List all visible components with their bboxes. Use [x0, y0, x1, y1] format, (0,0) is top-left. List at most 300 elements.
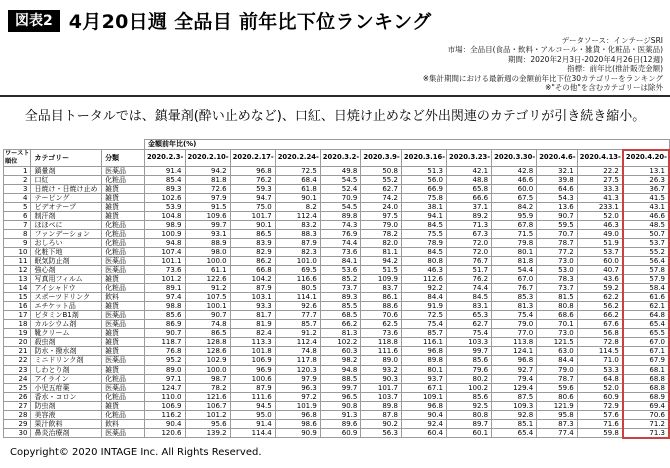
value-cell: 67.6 — [577, 320, 623, 329]
rank-cell: 17 — [4, 311, 31, 320]
value-cell: 85.3 — [492, 293, 537, 302]
value-cell: 87.9 — [230, 383, 275, 392]
value-cell: 65.4 — [492, 428, 537, 438]
class-cell: 雑貨 — [102, 275, 145, 284]
table-row — [4, 428, 670, 438]
category-cell: 写真用フィルム — [31, 275, 102, 284]
value-cell: 43.6 — [577, 275, 623, 284]
value-cell: 55.2 — [361, 175, 402, 184]
value-cell: 113.3 — [230, 338, 275, 347]
value-cell: 118.8 — [361, 338, 402, 347]
value-cell: 68.8 — [623, 383, 669, 392]
copyright-text: Copyright© 2020 INTAGE Inc. All Rights Reserved. — [10, 447, 262, 458]
value-cell: 39.8 — [537, 175, 578, 184]
value-cell: 73.0 — [537, 329, 578, 338]
value-cell: 79.6 — [447, 365, 492, 374]
category-cell: テーピング — [31, 193, 102, 202]
category-cell: アイシャドウ — [31, 284, 102, 293]
class-cell: 雑貨 — [102, 347, 145, 356]
value-cell: 71.3 — [623, 428, 669, 438]
value-cell: 122.6 — [185, 275, 230, 284]
value-cell: 100.9 — [144, 229, 185, 238]
value-cell: 98.6 — [275, 419, 320, 428]
table-row — [4, 202, 670, 211]
value-cell: 82.4 — [230, 329, 275, 338]
value-cell: 97.1 — [144, 374, 185, 383]
value-cell: 91.9 — [401, 302, 446, 311]
value-cell: 61.8 — [275, 184, 320, 193]
value-cell: 83.9 — [230, 238, 275, 247]
value-cell: 81.3 — [320, 329, 361, 338]
value-cell: 73.6 — [320, 247, 361, 256]
week-header: 2020.4.20- — [623, 150, 669, 167]
value-cell: 101.7 — [230, 211, 275, 220]
value-cell: 75.4 — [447, 329, 492, 338]
table-row — [4, 193, 670, 202]
value-cell: 68.6 — [537, 311, 578, 320]
table-row — [4, 247, 670, 256]
value-cell: 74.2 — [361, 193, 402, 202]
table-row — [4, 211, 670, 220]
value-cell: 26.3 — [623, 175, 669, 184]
table-row — [4, 374, 670, 383]
value-cell: 65.5 — [623, 329, 669, 338]
value-cell: 94.7 — [230, 193, 275, 202]
value-cell: 53.7 — [577, 247, 623, 256]
value-cell: 97.2 — [275, 392, 320, 401]
value-cell: 90.7 — [537, 211, 578, 220]
class-cell: 化粧品 — [102, 238, 145, 247]
class-cell: 化粧品 — [102, 247, 145, 256]
value-cell: 67.1 — [401, 383, 446, 392]
value-cell: 124.7 — [144, 383, 185, 392]
value-cell: 90.1 — [230, 220, 275, 229]
rank-cell: 18 — [4, 320, 31, 329]
category-cell: 鼻炎治療剤 — [31, 428, 102, 438]
table-row — [4, 365, 670, 374]
value-cell: 61.1 — [185, 266, 230, 275]
value-cell: 64.8 — [577, 374, 623, 383]
value-cell: 54.3 — [537, 193, 578, 202]
class-cell: 雑貨 — [102, 193, 145, 202]
value-cell: 129.4 — [492, 383, 537, 392]
class-cell: 飲料 — [102, 419, 145, 428]
rank-cell: 3 — [4, 184, 31, 193]
value-cell: 96.5 — [320, 392, 361, 401]
category-cell: スポーツドリンク — [31, 293, 102, 302]
value-cell: 67.0 — [623, 338, 669, 347]
rank-cell: 2 — [4, 175, 31, 184]
value-cell: 98.7 — [185, 374, 230, 383]
table-row — [4, 410, 670, 419]
value-cell: 85.7 — [275, 320, 320, 329]
category-column-header: カテゴリー — [31, 150, 102, 167]
meta-line-datasource: データソース：インテージSRI — [561, 36, 663, 45]
value-cell: 78.3 — [537, 275, 578, 284]
table-row — [4, 293, 670, 302]
class-cell: 化粧品 — [102, 392, 145, 401]
page-title: 4月20日週 全品目 前年比下位ランキング — [68, 11, 432, 33]
value-cell: 89.3 — [144, 184, 185, 193]
value-cell: 72.8 — [577, 338, 623, 347]
category-cell: アイライン — [31, 374, 102, 383]
category-cell: 防虫剤 — [31, 401, 102, 410]
table-row — [4, 302, 670, 311]
value-cell: 89.8 — [361, 401, 402, 410]
value-cell: 92.4 — [401, 419, 446, 428]
table-row — [4, 320, 670, 329]
value-cell: 96.3 — [275, 383, 320, 392]
value-cell: 73.6 — [361, 329, 402, 338]
value-cell: 66.8 — [230, 266, 275, 275]
week-header: 2020.2.17- — [230, 150, 275, 167]
value-cell: 79.0 — [361, 220, 402, 229]
value-cell: 111.6 — [361, 347, 402, 356]
value-cell: 73.7 — [537, 284, 578, 293]
value-cell: 81.9 — [230, 320, 275, 329]
summary-text: 全品目トータルでは、鎮暈剤(酔い止めなど)、口紅、日焼け止めなど外出関連のカテゴリが引き続き縮小。 — [24, 109, 646, 124]
value-cell: 128.8 — [185, 338, 230, 347]
value-cell: 68.9 — [623, 392, 669, 401]
value-cell: 91.2 — [185, 284, 230, 293]
value-cell: 52.4 — [320, 184, 361, 193]
rank-column-header — [4, 150, 31, 167]
value-cell: 116.1 — [401, 338, 446, 347]
value-cell: 66.2 — [320, 320, 361, 329]
value-cell: 73.6 — [144, 266, 185, 275]
value-cell: 37.1 — [447, 202, 492, 211]
value-cell: 100.6 — [230, 374, 275, 383]
value-cell: 84.1 — [320, 256, 361, 265]
value-cell: 85.6 — [144, 311, 185, 320]
value-cell: 94.2 — [185, 166, 230, 175]
value-cell: 96.8 — [401, 401, 446, 410]
value-cell: 110.0 — [144, 392, 185, 401]
value-cell: 90.4 — [401, 410, 446, 419]
category-cell: 靴クリーム — [31, 329, 102, 338]
rank-header-line1: ワースト — [5, 150, 30, 157]
value-cell: 89.8 — [401, 356, 446, 365]
value-cell: 8.2 — [275, 202, 320, 211]
value-cell: 74.3 — [320, 220, 361, 229]
category-cell: しわとり剤 — [31, 365, 102, 374]
value-cell: 121.9 — [537, 401, 578, 410]
value-cell: 22.2 — [577, 166, 623, 175]
value-cell: 87.3 — [537, 419, 578, 428]
value-cell: 103.7 — [361, 392, 402, 401]
value-cell: 72.5 — [275, 166, 320, 175]
class-cell: 医薬品 — [102, 320, 145, 329]
value-cell: 121.6 — [185, 392, 230, 401]
value-cell: 62.2 — [577, 293, 623, 302]
value-cell: 76.7 — [447, 256, 492, 265]
category-cell: 眠気防止剤 — [31, 256, 102, 265]
rank-cell: 16 — [4, 302, 31, 311]
value-cell: 82.9 — [230, 247, 275, 256]
value-cell: 82.3 — [275, 247, 320, 256]
value-cell: 76.8 — [144, 347, 185, 356]
category-cell: 果汁飲料 — [31, 419, 102, 428]
value-cell: 87.9 — [230, 284, 275, 293]
value-cell: 94.1 — [401, 211, 446, 220]
rank-cell: 24 — [4, 374, 31, 383]
table-row — [4, 347, 670, 356]
group-header: 金額前年比(%) — [144, 140, 669, 150]
value-cell: 60.1 — [447, 428, 492, 438]
value-cell: 81.3 — [492, 302, 537, 311]
value-cell: 75.8 — [401, 193, 446, 202]
value-cell: 89.8 — [320, 211, 361, 220]
category-cell: ビデオテープ — [31, 202, 102, 211]
value-cell: 90.8 — [320, 401, 361, 410]
value-cell: 87.9 — [275, 238, 320, 247]
value-cell: 78.7 — [537, 238, 578, 247]
table-row — [4, 229, 670, 238]
value-cell: 36.7 — [623, 184, 669, 193]
table-row — [4, 392, 670, 401]
value-cell: 78.7 — [537, 374, 578, 383]
value-cell: 74.4 — [320, 238, 361, 247]
value-cell: 66.6 — [447, 193, 492, 202]
value-cell: 94.2 — [361, 256, 402, 265]
figure-badge: 図表2 — [8, 10, 60, 32]
value-cell: 84.2 — [492, 202, 537, 211]
value-cell: 65.8 — [447, 184, 492, 193]
category-cell: 殺虫剤 — [31, 338, 102, 347]
value-cell: 93.2 — [361, 365, 402, 374]
value-cell: 94.8 — [320, 365, 361, 374]
value-cell: 114.5 — [577, 347, 623, 356]
value-cell: 46.6 — [492, 175, 537, 184]
value-cell: 88.3 — [275, 229, 320, 238]
class-cell: 医薬品 — [102, 383, 145, 392]
value-cell: 87.8 — [361, 410, 402, 419]
value-cell: 89.7 — [447, 419, 492, 428]
table-row — [4, 238, 670, 247]
value-cell: 82.0 — [361, 238, 402, 247]
category-cell: 美容液 — [31, 410, 102, 419]
value-cell: 53.0 — [537, 266, 578, 275]
value-cell: 38.1 — [401, 202, 446, 211]
value-cell: 48.5 — [623, 220, 669, 229]
value-cell: 90.9 — [275, 428, 320, 438]
value-cell: 62.7 — [361, 184, 402, 193]
value-cell: 67.8 — [492, 220, 537, 229]
value-cell: 81.8 — [492, 256, 537, 265]
value-cell: 120.3 — [275, 365, 320, 374]
value-cell: 67.5 — [492, 193, 537, 202]
value-cell: 90.3 — [361, 374, 402, 383]
value-cell: 98.0 — [185, 247, 230, 256]
class-cell: 飲料 — [102, 293, 145, 302]
value-cell: 24.0 — [361, 202, 402, 211]
class-cell: 医薬品 — [102, 166, 145, 175]
table-row — [4, 329, 670, 338]
value-cell: 56.4 — [623, 256, 669, 265]
value-cell: 102.2 — [320, 338, 361, 347]
table-row — [4, 166, 670, 175]
value-cell: 88.5 — [320, 374, 361, 383]
rank-cell: 8 — [4, 229, 31, 238]
value-cell: 78.2 — [361, 229, 402, 238]
value-cell: 93.3 — [230, 302, 275, 311]
table-row — [4, 266, 670, 275]
value-cell: 111.6 — [230, 392, 275, 401]
value-cell: 80.1 — [401, 365, 446, 374]
value-cell: 94.5 — [230, 401, 275, 410]
value-cell: 50.8 — [361, 166, 402, 175]
value-cell: 91.2 — [275, 329, 320, 338]
value-cell: 80.1 — [492, 247, 537, 256]
ranking-table — [3, 139, 670, 439]
value-cell: 63.0 — [537, 347, 578, 356]
value-cell: 80.8 — [537, 302, 578, 311]
value-cell: 60.0 — [577, 256, 623, 265]
value-cell: 57.8 — [623, 266, 669, 275]
value-cell: 56.3 — [361, 428, 402, 438]
value-cell: 79.0 — [537, 365, 578, 374]
value-cell: 92.7 — [492, 365, 537, 374]
value-cell: 99.7 — [447, 347, 492, 356]
value-cell: 74.8 — [185, 320, 230, 329]
class-cell: 化粧品 — [102, 284, 145, 293]
value-cell: 65.4 — [623, 320, 669, 329]
value-cell: 107.4 — [144, 247, 185, 256]
value-cell: 69.4 — [623, 401, 669, 410]
value-cell: 60.9 — [577, 392, 623, 401]
value-cell: 95.8 — [537, 410, 578, 419]
class-cell: 雑貨 — [102, 401, 145, 410]
value-cell: 42.8 — [492, 166, 537, 175]
class-column-header: 分類 — [102, 150, 145, 167]
rank-cell: 14 — [4, 284, 31, 293]
value-cell: 61.6 — [623, 293, 669, 302]
week-header: 2020.3.23- — [447, 150, 492, 167]
value-cell: 67.9 — [623, 356, 669, 365]
value-cell: 99.7 — [320, 383, 361, 392]
value-cell: 97.4 — [144, 293, 185, 302]
category-cell: エチケット品 — [31, 302, 102, 311]
value-cell: 46.6 — [623, 211, 669, 220]
value-cell: 81.5 — [537, 293, 578, 302]
category-cell: 強心剤 — [31, 266, 102, 275]
value-cell: 93.7 — [401, 374, 446, 383]
value-cell: 60.3 — [320, 347, 361, 356]
value-cell: 83.1 — [447, 302, 492, 311]
week-header: 2020.3.30- — [492, 150, 537, 167]
value-cell: 124.1 — [492, 347, 537, 356]
value-cell: 33.3 — [577, 184, 623, 193]
value-cell: 79.8 — [492, 238, 537, 247]
value-cell: 89.2 — [447, 211, 492, 220]
value-cell: 76.7 — [492, 284, 537, 293]
value-cell: 92.8 — [492, 410, 537, 419]
value-cell: 42.1 — [447, 166, 492, 175]
value-cell: 68.1 — [623, 365, 669, 374]
value-cell: 98.9 — [144, 220, 185, 229]
value-cell: 86.1 — [361, 293, 402, 302]
category-cell: 香水・コロン — [31, 392, 102, 401]
divider-line — [0, 95, 670, 97]
value-cell: 62.7 — [447, 320, 492, 329]
meta-line-metric: 指標：前年比(推計販売金額) — [567, 64, 663, 74]
value-cell: 62.5 — [361, 320, 402, 329]
rank-cell: 26 — [4, 392, 31, 401]
value-cell: 100.0 — [185, 365, 230, 374]
class-cell: 化粧品 — [102, 175, 145, 184]
category-cell: ほほべに — [31, 220, 102, 229]
category-cell: カルシウム剤 — [31, 320, 102, 329]
table-row — [4, 311, 670, 320]
value-cell: 97.5 — [361, 211, 402, 220]
value-cell: 90.7 — [144, 329, 185, 338]
value-cell: 91.4 — [144, 166, 185, 175]
value-cell: 75.0 — [230, 202, 275, 211]
week-header: 2020.4.6- — [537, 150, 578, 167]
value-cell: 109.1 — [401, 392, 446, 401]
value-cell: 104.2 — [230, 275, 275, 284]
value-cell: 91.4 — [230, 419, 275, 428]
value-cell: 85.7 — [401, 329, 446, 338]
value-cell: 113.8 — [492, 338, 537, 347]
value-cell: 72.6 — [185, 184, 230, 193]
value-cell: 101.7 — [361, 383, 402, 392]
value-cell: 71.2 — [623, 419, 669, 428]
value-cell: 73.7 — [320, 284, 361, 293]
category-cell: 制汗剤 — [31, 211, 102, 220]
value-cell: 103.1 — [230, 293, 275, 302]
rank-cell: 21 — [4, 347, 31, 356]
value-cell: 118.7 — [144, 338, 185, 347]
value-cell: 81.8 — [185, 175, 230, 184]
value-cell: 50.7 — [623, 229, 669, 238]
value-cell: 83.7 — [361, 284, 402, 293]
value-cell: 64.6 — [537, 184, 578, 193]
value-cell: 57.6 — [577, 410, 623, 419]
value-cell: 81.7 — [230, 311, 275, 320]
value-cell: 97.9 — [275, 374, 320, 383]
value-cell: 100.0 — [185, 256, 230, 265]
value-cell: 85.5 — [320, 302, 361, 311]
value-cell: 53.9 — [144, 202, 185, 211]
value-cell: 116.2 — [144, 410, 185, 419]
value-cell: 70.7 — [537, 229, 578, 238]
table-row — [4, 419, 670, 428]
value-cell: 53.3 — [577, 365, 623, 374]
value-cell: 56.8 — [577, 329, 623, 338]
class-cell: 雑貨 — [102, 184, 145, 193]
table-row — [4, 175, 670, 184]
value-cell: 40.7 — [577, 266, 623, 275]
class-cell: 医薬品 — [102, 266, 145, 275]
value-cell: 54.5 — [320, 175, 361, 184]
group-header-row — [4, 140, 670, 150]
value-cell: 86.5 — [185, 329, 230, 338]
value-cell: 51.5 — [361, 266, 402, 275]
rank-cell: 11 — [4, 256, 31, 265]
value-cell: 84.4 — [401, 293, 446, 302]
value-cell: 62.1 — [623, 302, 669, 311]
value-cell: 86.9 — [144, 320, 185, 329]
value-cell: 80.6 — [537, 392, 578, 401]
value-cell: 95.9 — [492, 211, 537, 220]
value-cell: 85.6 — [447, 356, 492, 365]
value-cell: 60.9 — [320, 428, 361, 438]
meta-line-market: 市場：全品目(食品・飲料・アルコール・雑貨・化粧品・医薬品) — [447, 45, 663, 55]
value-cell: 89.3 — [320, 293, 361, 302]
class-cell: 化粧品 — [102, 410, 145, 419]
value-cell: 76.2 — [230, 175, 275, 184]
